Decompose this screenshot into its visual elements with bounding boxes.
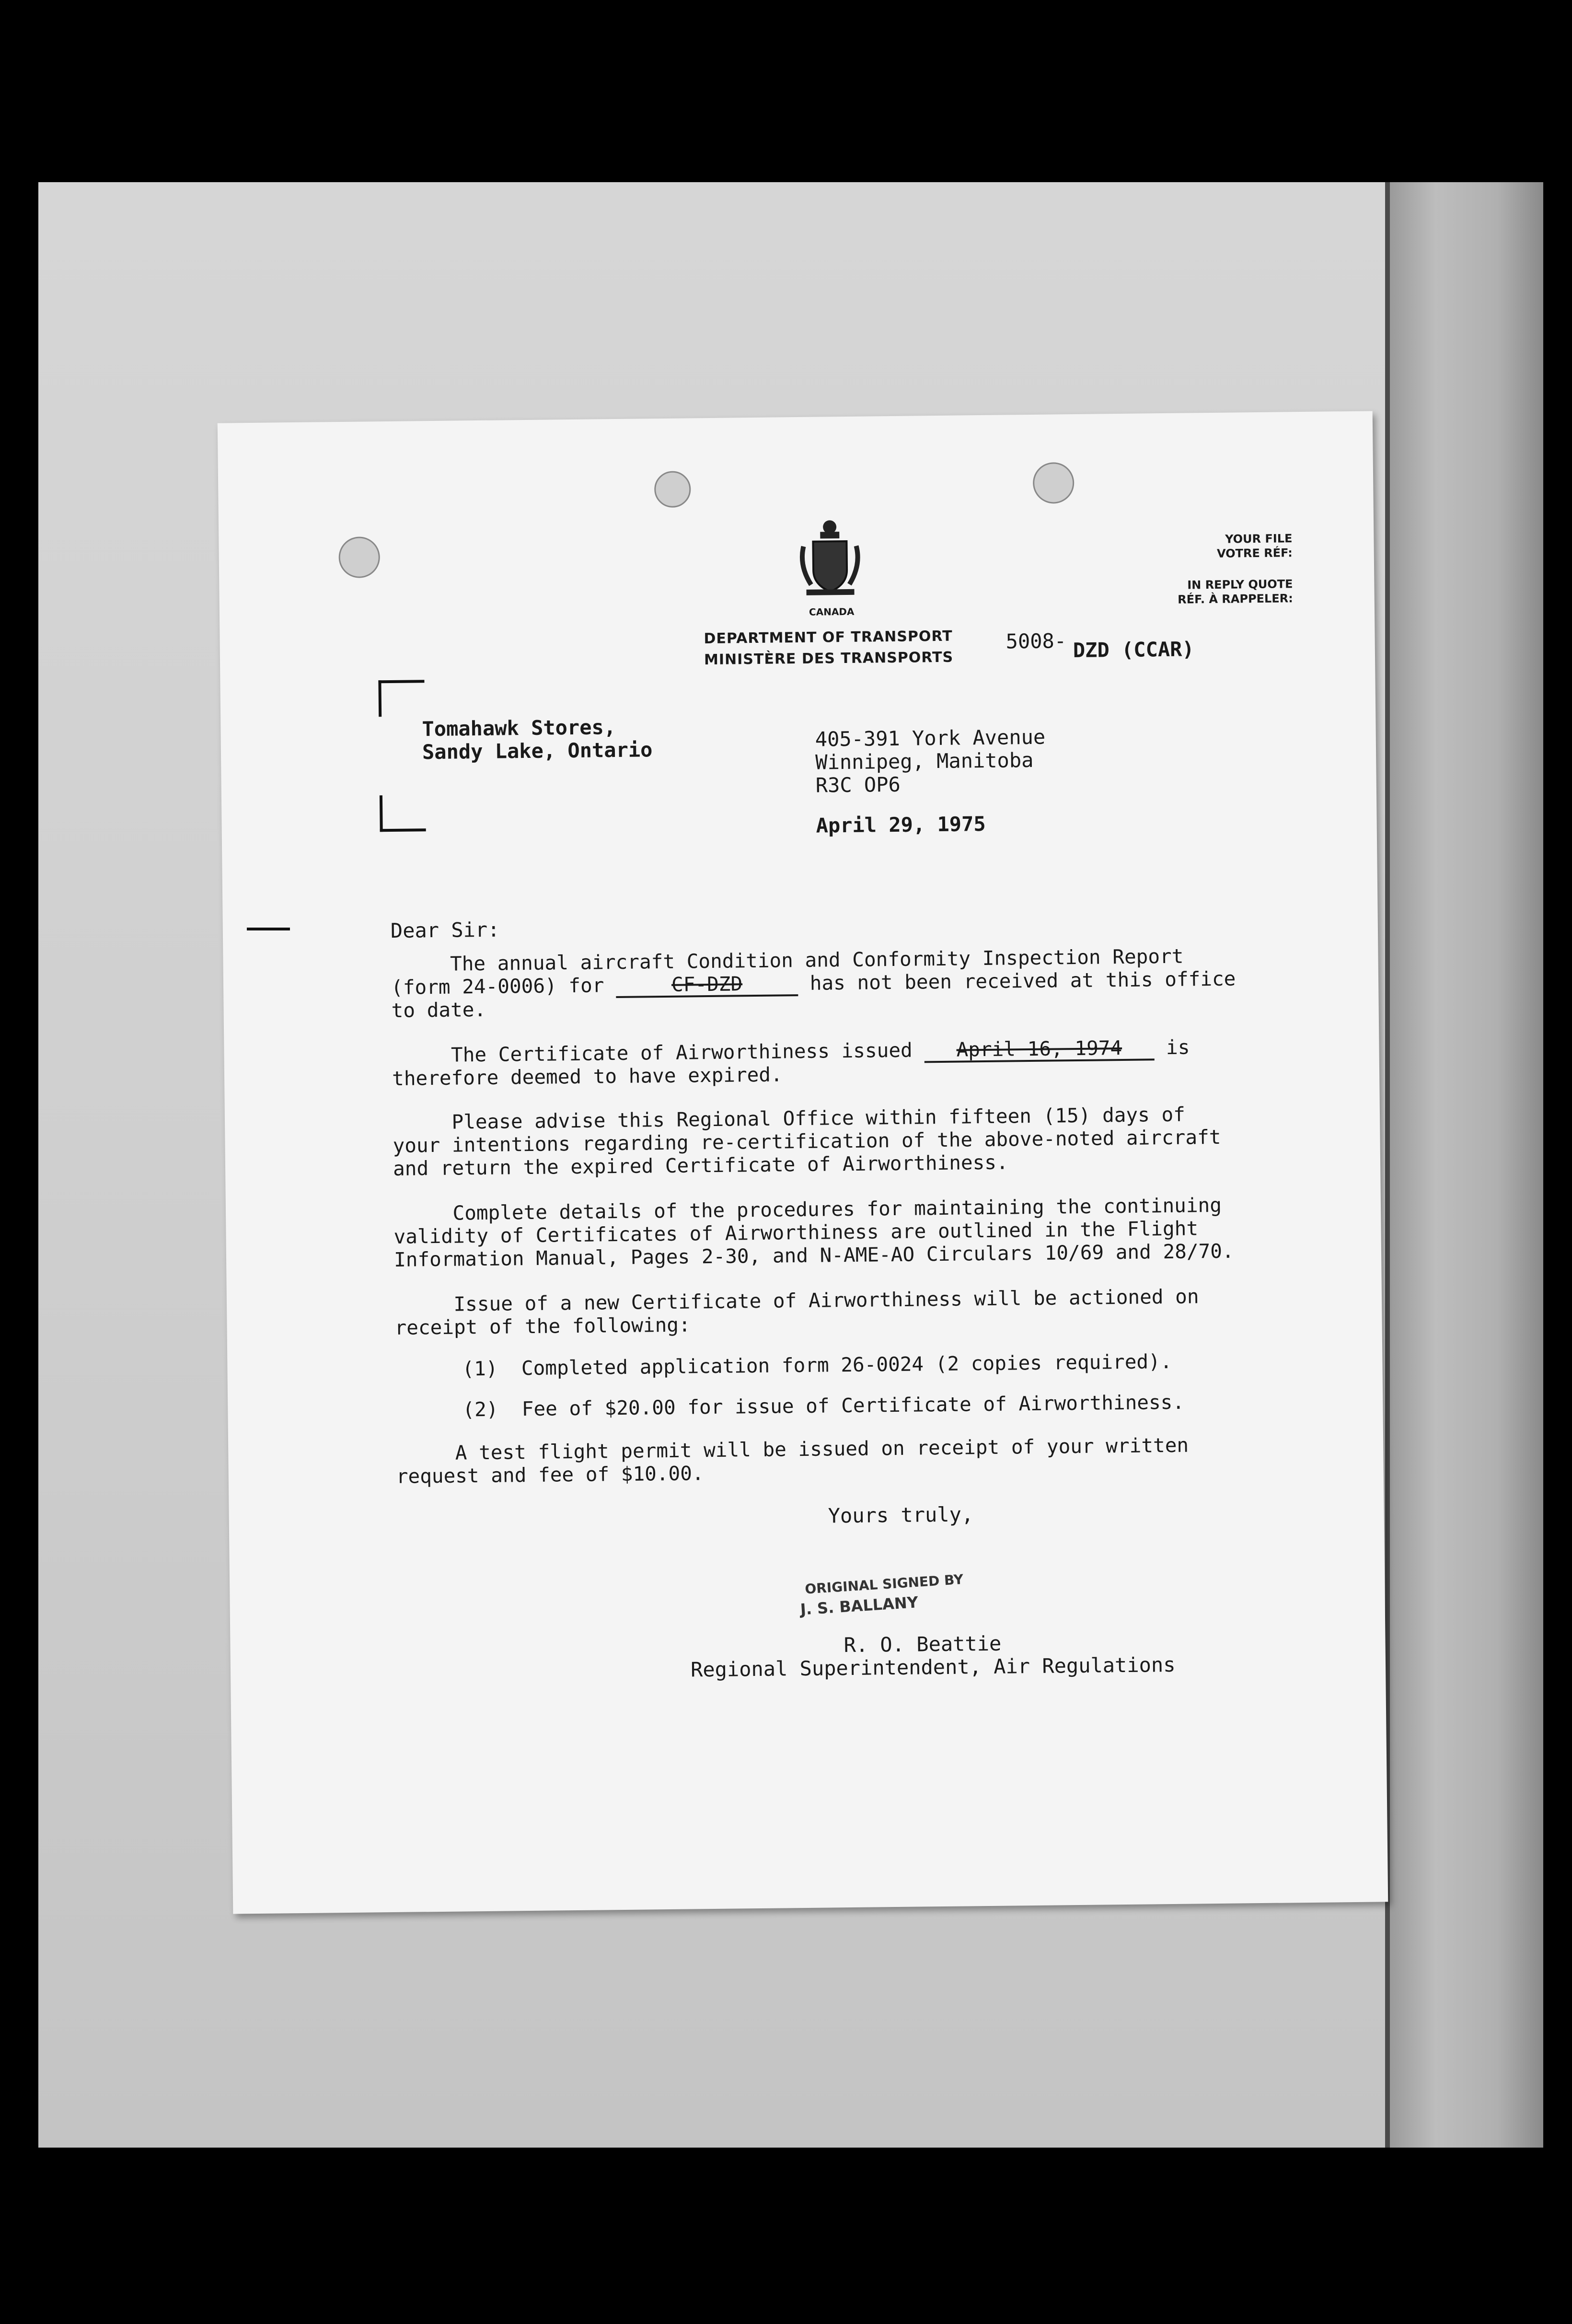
sender-address-line-2: Winnipeg, Manitoba (815, 748, 1034, 774)
recipient-line-1: Tomahawk Stores, (422, 715, 616, 741)
dept-name-en: DEPARTMENT OF TRANSPORT (704, 627, 953, 648)
reference-number: 5008- (1006, 629, 1067, 653)
paragraph-3-line-3: and return the expired Certificate of Airworthiness. (393, 1150, 1008, 1180)
struck-registration: CF-DZD (671, 972, 743, 996)
signature-stamp-line-2: J. S. BALLANY (799, 1593, 919, 1619)
paragraph-2-line-2: therefore deemed to have expired. (392, 1063, 783, 1090)
folder-edge (1385, 182, 1543, 2148)
paragraph-4-line-1: Complete details of the procedures for maintaining the continuing (393, 1193, 1222, 1225)
paragraph-4-line-2: validity of Certificates of Airworthiness are outlined in the Flight (393, 1217, 1199, 1248)
address-bracket-bottom (380, 795, 426, 832)
punch-hole-center (654, 471, 691, 508)
paragraph-3-line-1: Please advise this Regional Office within fifteen (15) days of (392, 1103, 1186, 1134)
your-file-label-en: YOUR FILE (1225, 532, 1293, 546)
crest-label: CANADA (809, 605, 855, 618)
paragraph-1-line-1: The annual aircraft Condition and Conformity Inspection Report (391, 944, 1184, 976)
punch-hole-left (338, 536, 380, 578)
address-bracket-top (378, 680, 425, 717)
punch-hole-right (1033, 462, 1075, 504)
reply-quote-label-en: IN REPLY QUOTE (1187, 577, 1293, 592)
paragraph-5-line-1: Issue of a new Certificate of Airworthiness will be actioned on (394, 1285, 1199, 1316)
paragraph-4-line-3: Information Manual, Pages 2-30, and N-AME-AO Circulars 10/69 and 28/70. (393, 1239, 1234, 1271)
margin-mark (247, 928, 290, 930)
paragraph-1-line-3: to date. (391, 998, 486, 1022)
canada-crest-icon (794, 517, 867, 604)
list-item-1: (1) Completed application form 26-0024 (2 copies required). (462, 1349, 1172, 1381)
paragraph-2-line-1: The Certificate of Airworthiness issued April 16, 1974 is (392, 1035, 1190, 1067)
reply-quote-label-fr: RÉF. À RAPPELER: (1178, 592, 1293, 606)
paragraph-5-line-2: receipt of the following: (394, 1313, 691, 1339)
dept-name-fr: MINISTÈRE DES TRANSPORTS (704, 649, 954, 669)
paragraph-6-line-2: request and fee of $10.00. (396, 1462, 704, 1488)
letter-date: April 29, 1975 (816, 812, 986, 837)
your-file-label-fr: VOTRE RÉF: (1216, 546, 1293, 560)
struck-issue-date: April 16, 1974 (956, 1036, 1122, 1061)
signatory-title: Regional Superintendent, Air Regulations (690, 1652, 1176, 1682)
recipient-line-2: Sandy Lake, Ontario (422, 738, 653, 764)
salutation: Dear Sir: (390, 918, 500, 942)
paragraph-3-line-2: your intentions regarding re-certification of the above-noted aircraft (393, 1125, 1221, 1157)
reference-suffix: DZD (CCAR) (1073, 637, 1194, 662)
sender-address-line-1: 405-391 York Avenue (815, 725, 1046, 751)
signature-stamp-line-1: ORIGINAL SIGNED BY (804, 1571, 964, 1597)
sender-address-line-3: R3C OP6 (815, 772, 901, 797)
signatory-name: R. O. Beattie (844, 1631, 1002, 1657)
paragraph-6-line-1: A test flight permit will be issued on receipt of your written (396, 1433, 1189, 1465)
letter-page (218, 411, 1388, 1914)
closing: Yours truly, (828, 1502, 974, 1528)
paragraph-1-line-2: (form 24-0006) for CF-DZD has not been received at this office (391, 967, 1236, 999)
list-item-2: (2) Fee of $20.00 for issue of Certificate of Airworthiness. (462, 1390, 1185, 1421)
